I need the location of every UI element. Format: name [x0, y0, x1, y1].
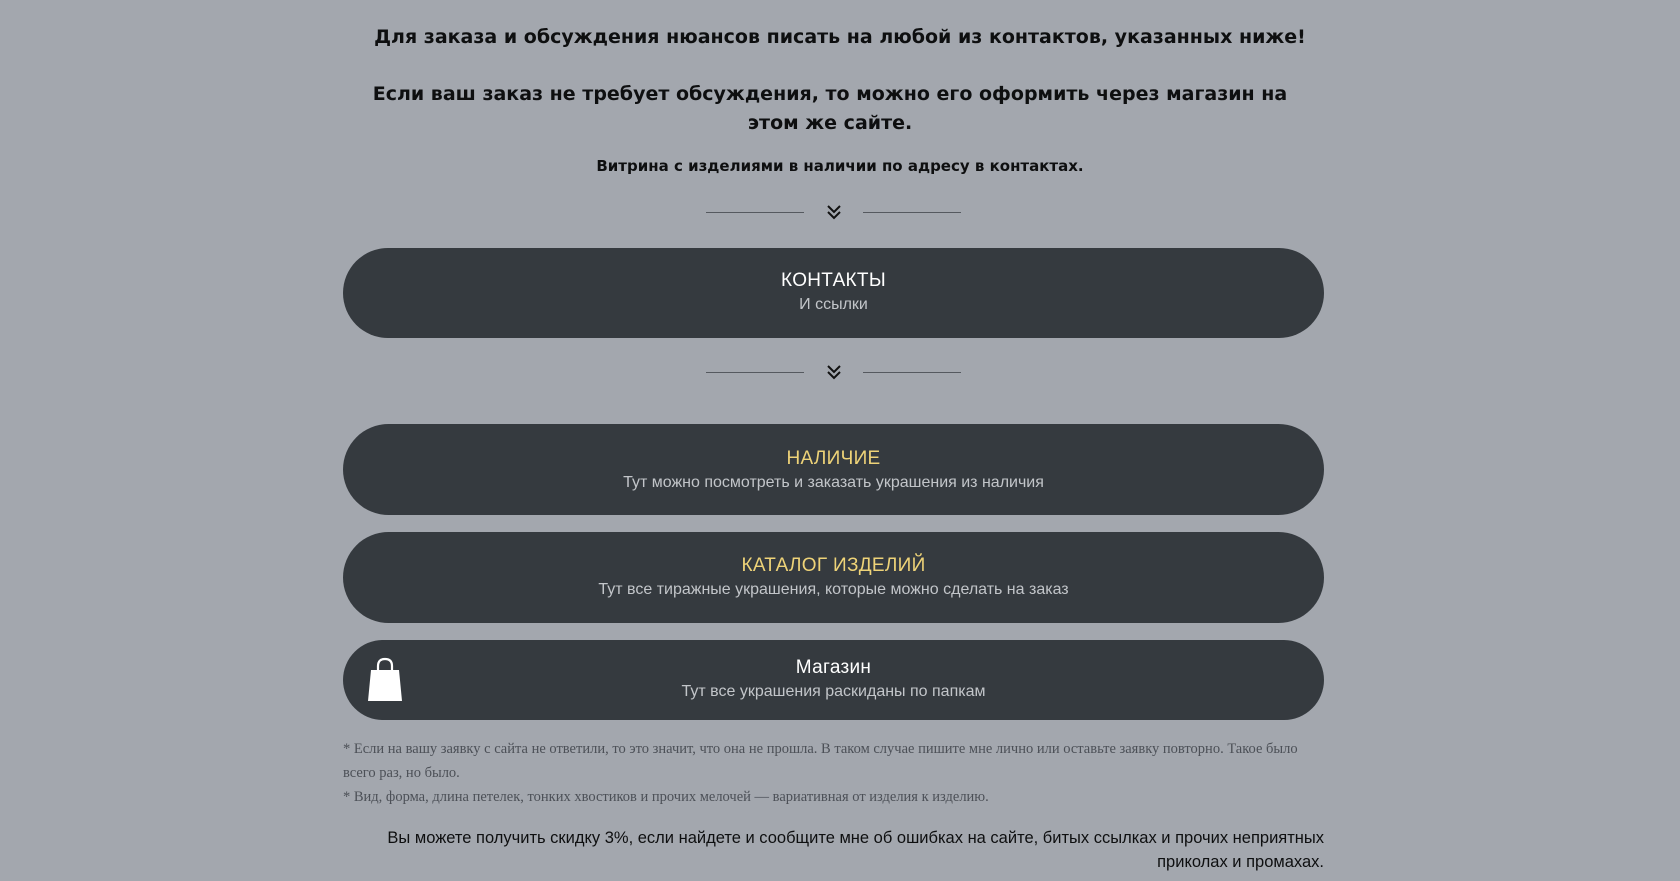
- contacts-button-title: КОНТАКТЫ: [781, 270, 886, 291]
- in-stock-button-title: НАЛИЧИЕ: [786, 448, 881, 469]
- in-stock-button-subtitle: Тут можно посмотреть и заказать украшения из наличия: [623, 474, 1044, 491]
- contacts-button-subtitle: И ссылки: [799, 296, 868, 313]
- footnote: * Если на вашу заявку с сайта не ответили, то это значит, что она не прошла. В таком случае пишите мне лично или оставьте заявку повторно. Такое было всего раз, но было.: [343, 741, 1298, 781]
- divider-line: [706, 212, 804, 213]
- divider-middle: [700, 360, 980, 384]
- shopping-bag-icon: [367, 657, 403, 703]
- footnotes: [343, 737, 1333, 809]
- catalog-button-subtitle: Тут все тиражные украшения, которые можно сделать на заказ: [598, 581, 1069, 598]
- in-stock-button[interactable]: [343, 424, 1324, 515]
- catalog-button[interactable]: [343, 532, 1324, 623]
- shop-button-subtitle: Тут все украшения раскиданы по папкам: [681, 683, 986, 700]
- double-chevron-down-icon: [825, 360, 843, 384]
- catalog-button-title: КАТАЛОГ ИЗДЕЛИЙ: [741, 555, 926, 576]
- contacts-button[interactable]: [343, 248, 1324, 338]
- shop-button-title: Магазин: [795, 657, 872, 678]
- order-contact-heading: Для заказа и обсуждения нюансов писать на любой из контактов, указанных ниже!: [374, 26, 1306, 48]
- showcase-heading: Витрина с изделиями в наличии по адресу в контактах.: [596, 157, 1084, 175]
- order-shop-heading: Если ваш заказ не требует обсуждения, то можно его оформить через магазин на этом же сайте.: [372, 83, 1288, 134]
- divider-line: [863, 212, 961, 213]
- footnote: * Вид, форма, длина петелек, тонких хвостиков и прочих мелочей — вариативная от изделия к изделию.: [343, 789, 989, 805]
- double-chevron-down-icon: [825, 200, 843, 224]
- divider-line: [706, 372, 804, 373]
- shop-button[interactable]: [343, 640, 1324, 720]
- divider-line: [863, 372, 961, 373]
- discount-notice: Вы можете получить скидку 3%, если найдете и сообщите мне об ошибках на сайте, битых ссылках и прочих неприятных приколах и промахах.: [387, 829, 1324, 871]
- divider-top: [700, 200, 980, 224]
